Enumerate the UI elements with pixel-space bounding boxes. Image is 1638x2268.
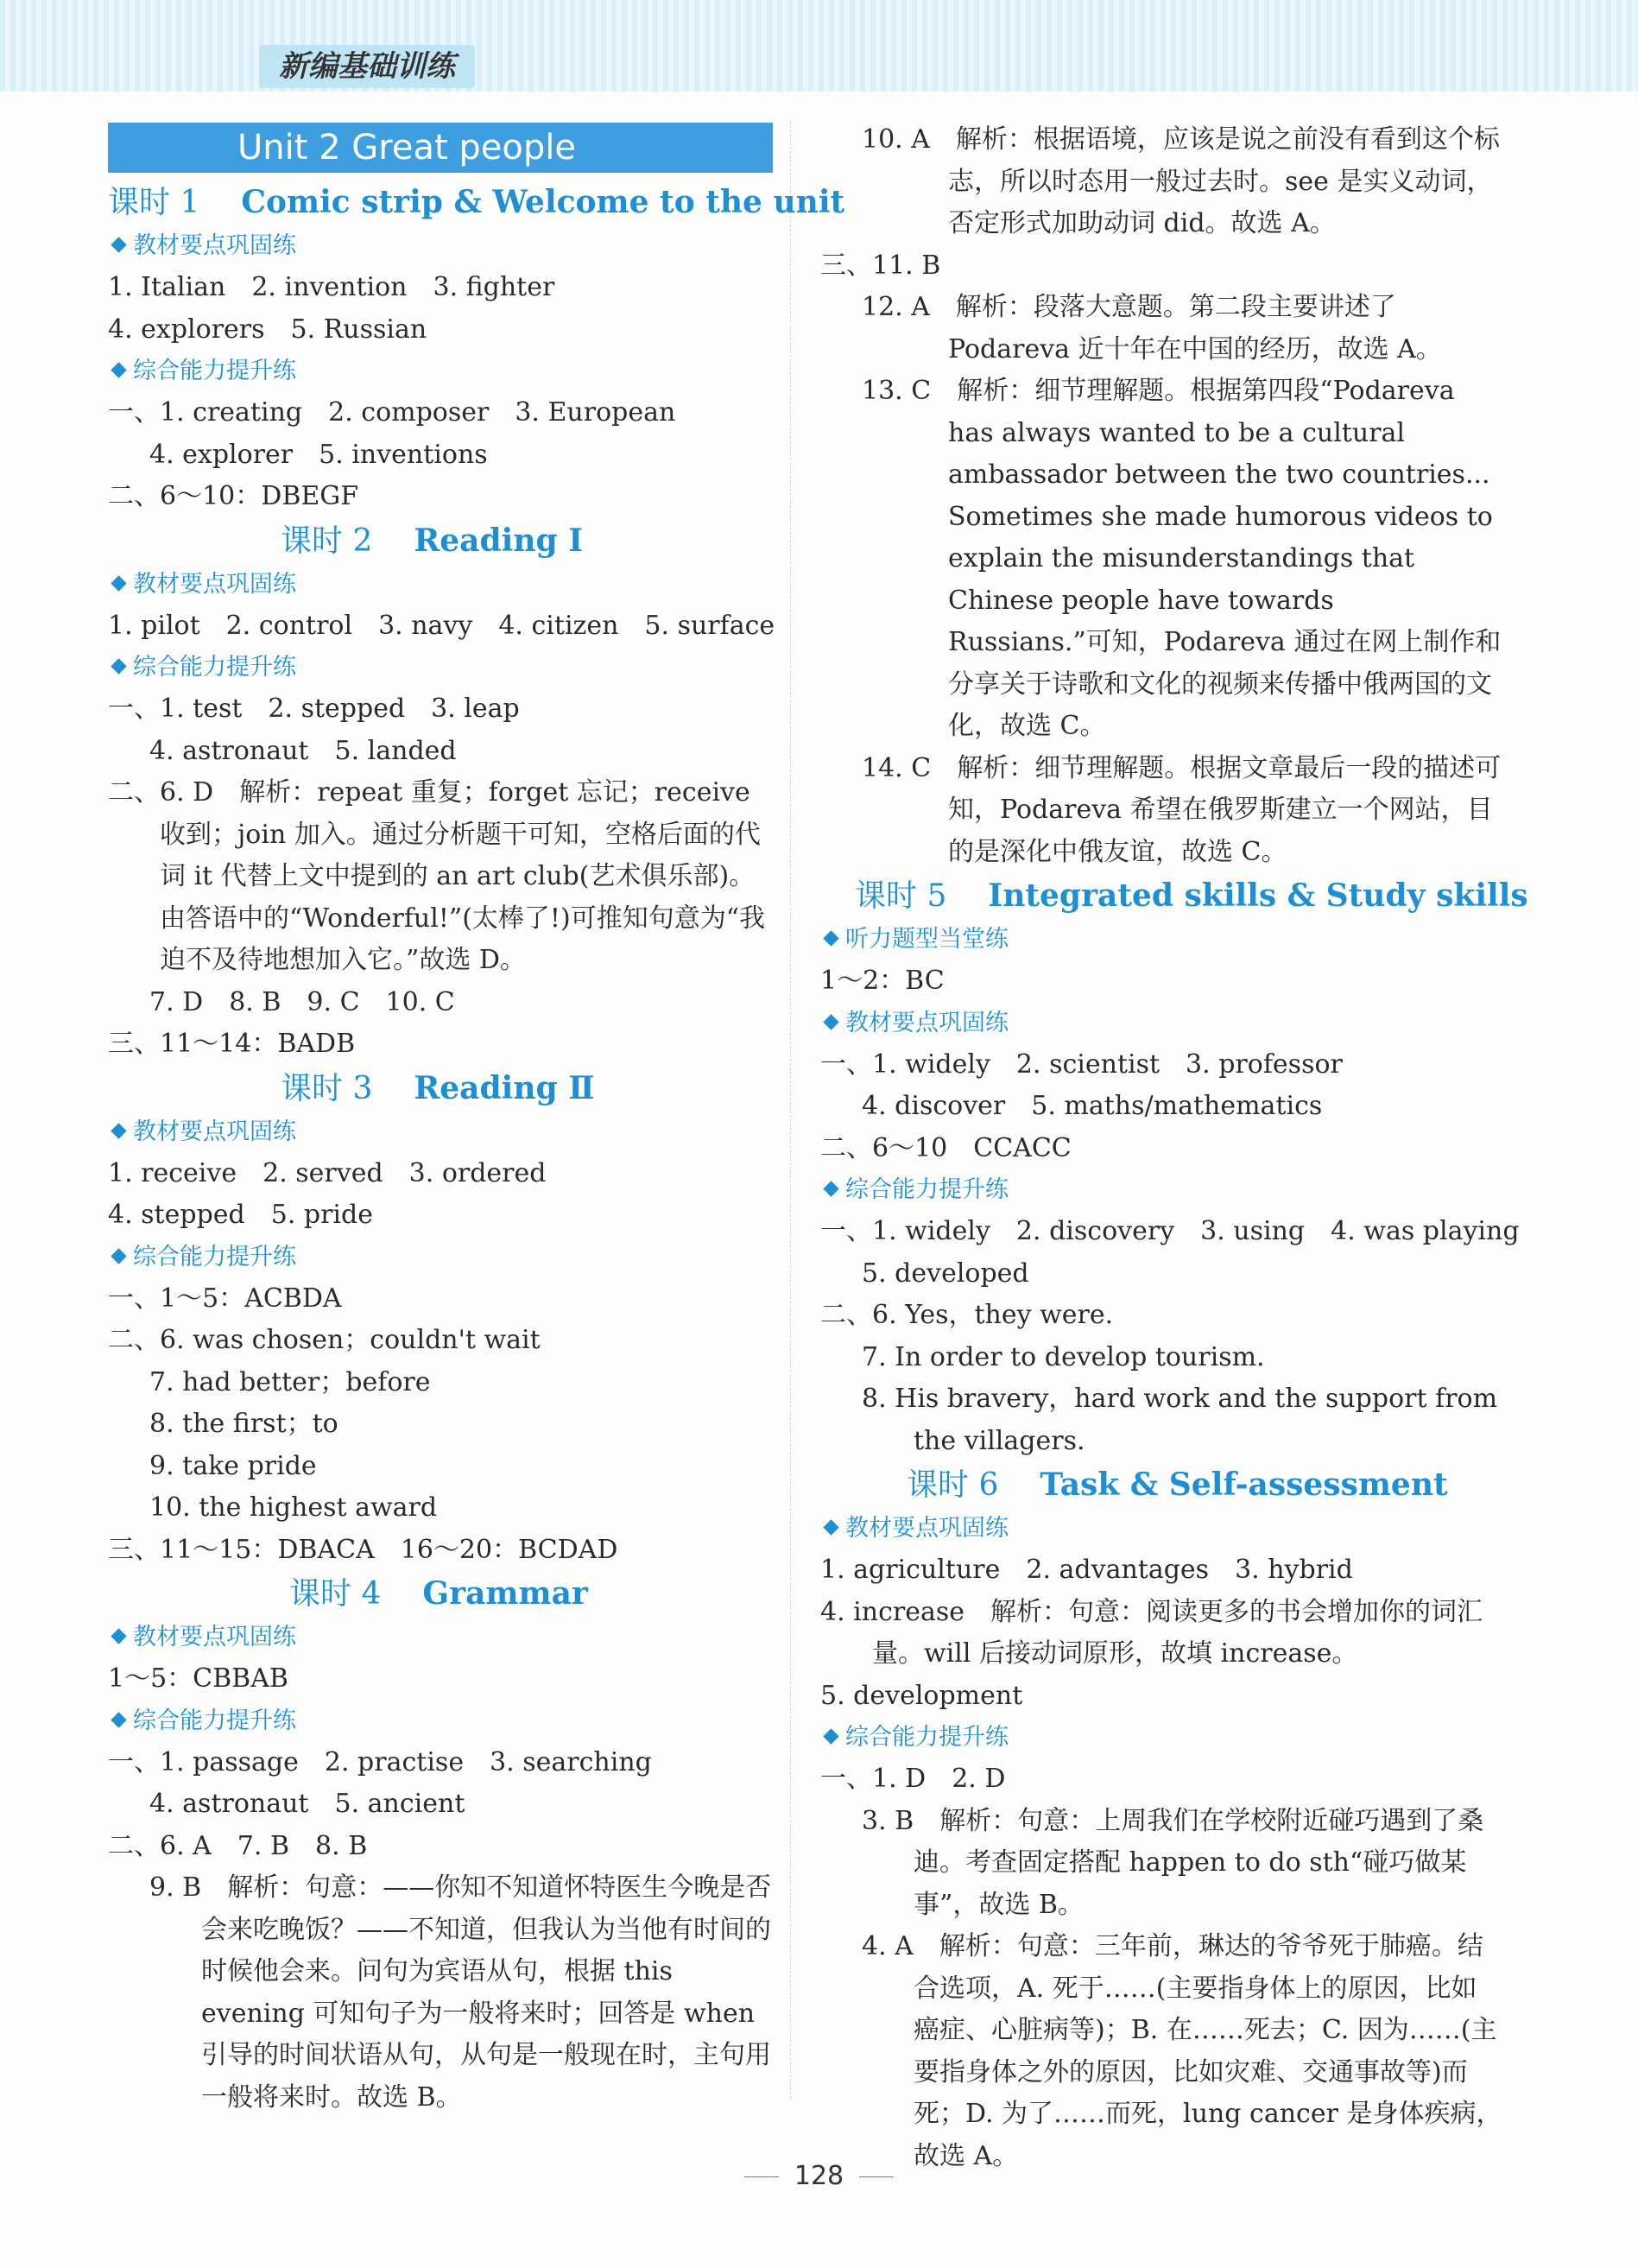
subsection-label: 教材要点巩固练 xyxy=(133,232,296,259)
answer-line: 7. had better；before xyxy=(149,1366,431,1397)
right-column xyxy=(820,119,1528,2177)
answer-line: 7. In order to develop tourism. xyxy=(862,1341,1265,1372)
subsection-heading xyxy=(820,1003,1502,1044)
unit-title: Unit 2 Great people xyxy=(108,123,773,173)
subsection-heading xyxy=(108,1701,773,1742)
answer-line: 5. developed xyxy=(862,1258,1029,1289)
answer-explanation: 9. B 解析：句意：——你知不知道怀特医生今晚是否会来吃晚饭？——不知道，但我认为当他有时间的时候他会来。问句为宾语从句，根据 this evening 可知句子为一般将来时；回答是 when 引导的时间状语从句，从句是一般现在时，主句用一般将来时。故选 B。 xyxy=(149,1872,772,2113)
answer-line: 二、6～10：DBEGF xyxy=(108,481,359,511)
lesson-6-number: 课时 6 xyxy=(907,1467,999,1503)
diamond-icon xyxy=(111,658,126,674)
subsection-label: 综合能力提升练 xyxy=(845,1724,1009,1751)
subsection-label: 教材要点巩固练 xyxy=(133,570,296,598)
answer-explanation: 10. A 解析：根据语境，应该是说之前没有看到这个标志，所以时态用一般过去时。see 是实义动词，否定形式加助动词 did。故选 A。 xyxy=(862,124,1500,238)
diamond-icon xyxy=(111,1248,126,1264)
answer-line: 二、6. A 7. B 8. B xyxy=(108,1830,368,1861)
subsection-label: 综合能力提升练 xyxy=(845,1176,1009,1203)
diamond-icon xyxy=(111,362,126,377)
subsection-heading xyxy=(108,1112,773,1153)
left-column xyxy=(108,119,845,2119)
diamond-icon xyxy=(111,1628,126,1644)
subsection-label: 综合能力提升练 xyxy=(133,358,296,384)
answer-line: 4. discover 5. maths/mathematics xyxy=(862,1091,1323,1121)
answer-line: 一、1. passage 2. practise 3. searching xyxy=(108,1746,652,1777)
answer-line: 4. astronaut 5. landed xyxy=(149,735,457,766)
lesson-5-title: Integrated skills & Study skills xyxy=(988,877,1528,914)
answer-line: 一、1. test 2. stepped 3. leap xyxy=(108,694,520,724)
page-number: 128 xyxy=(0,2161,1638,2191)
diamond-icon xyxy=(111,575,126,591)
subsection-label: 教材要点巩固练 xyxy=(133,1118,296,1145)
lesson-1-number: 课时 1 xyxy=(108,185,200,220)
diamond-icon xyxy=(823,1181,838,1196)
lesson-2-number: 课时 2 xyxy=(281,523,373,559)
answer-line: 一、1. D 2. D xyxy=(820,1764,1006,1794)
lesson-3-title: Reading Ⅱ xyxy=(414,1069,595,1106)
subsection-heading xyxy=(108,225,773,267)
answer-explanation: 14. C 解析：细节理解题。根据文章最后一段的描述可知，Podareva 希望在俄罗斯建立一个网站，目的是深化中俄友谊，故选 C。 xyxy=(862,752,1502,867)
answer-line: 8. His bravery，hard work and the support from the villagers. xyxy=(862,1384,1498,1456)
subsection-label: 听力题型当堂练 xyxy=(845,926,1009,953)
answer-line: 10. the highest award xyxy=(149,1492,438,1523)
answer-line: 三、11～15：DBACA 16～20：BCDAD xyxy=(108,1534,618,1565)
lesson-6-title: Task & Self-assessment xyxy=(1040,1467,1448,1503)
subsection-heading xyxy=(108,1237,773,1278)
answer-explanation: 二、6. D 解析：repeat 重复；forget 忘记；receive 收到；join 加入。通过分析题干可知，空格后面的代词 it 代替上文中提到的 an art club(艺术俱乐部)。由答语中的“Wonderful!”(太棒了!)可推知句意为“我迫不及待地想加入它。”故选 D。 xyxy=(108,777,766,975)
subsection-label: 综合能力提升练 xyxy=(133,1243,296,1270)
subsection-heading xyxy=(820,1169,1502,1211)
answer-line: 1. receive 2. served 3. ordered xyxy=(108,1157,547,1188)
answer-line: 一、1. widely 2. discovery 3. using 4. was playing xyxy=(820,1216,1520,1246)
answer-explanation: 12. A 解析：段落大意题。第二段主要讲述了 Podareva 近十年在中国的经历，故选 A。 xyxy=(862,292,1442,364)
subsection-label: 综合能力提升练 xyxy=(133,654,296,681)
answer-line: 1. Italian 2. invention 3. fighter xyxy=(108,272,555,302)
subsection-heading xyxy=(108,647,773,688)
answer-explanation: 4. increase 解析：句意：阅读更多的书会增加你的词汇量。will 后接动词原形，故填 increase。 xyxy=(820,1596,1483,1669)
lesson-5-heading xyxy=(820,873,1528,919)
subsection-heading xyxy=(108,351,773,392)
answer-line: 1. pilot 2. control 3. navy 4. citizen 5. surface xyxy=(108,610,775,641)
answer-line: 5. development xyxy=(820,1680,1023,1711)
answer-line: 二、6. Yes，they were. xyxy=(820,1300,1114,1330)
answer-line: 4. explorers 5. Russian xyxy=(108,314,427,345)
answer-line: 一、1. creating 2. composer 3. European xyxy=(108,397,676,428)
subsection-label: 教材要点巩固练 xyxy=(133,1624,296,1650)
diamond-icon xyxy=(111,1123,126,1138)
answer-line: 二、6～10 CCACC xyxy=(820,1132,1072,1163)
answer-line: 1～2：BC xyxy=(820,966,945,996)
answer-line: 7. D 8. B 9. C 10. C xyxy=(149,986,455,1017)
answer-line: 1. agriculture 2. advantages 3. hybrid xyxy=(820,1555,1353,1585)
answer-line: 二、6. was chosen；couldn't wait xyxy=(108,1325,541,1355)
lesson-3-number: 课时 3 xyxy=(281,1070,373,1106)
subsection-heading xyxy=(820,1508,1502,1549)
diamond-icon xyxy=(111,1712,126,1727)
lesson-3-heading xyxy=(108,1066,773,1112)
answer-explanation: 4. A 解析：句意：三年前，琳达的爷爷死于肺癌。结合选项，A. 死于……(主要指身体上的原因，比如癌症、心脏病等)；B. 在……死去；C. 因为……(主要指身体之外的原因，比如灾难、交通事故等)而死；D. 为了……而死，lung cancer 是身体疾病，故选 A。 xyxy=(862,1931,1502,2171)
answer-line: 三、11. B xyxy=(820,250,941,281)
lesson-4-number: 课时 4 xyxy=(289,1576,382,1612)
subsection-heading xyxy=(108,564,773,605)
lesson-4-heading xyxy=(108,1571,773,1617)
answer-explanation: 3. B 解析：句意：上周我们在学校附近碰巧遇到了桑迪。考查固定搭配 happen to do sth“碰巧做某事”，故选 B。 xyxy=(862,1805,1484,1920)
diamond-icon xyxy=(823,1519,838,1535)
lesson-6-heading xyxy=(820,1462,1502,1508)
series-title: 新编基础训练 xyxy=(259,45,475,88)
subsection-label: 教材要点巩固练 xyxy=(845,1515,1009,1542)
lesson-2-heading xyxy=(108,518,773,564)
subsection-heading xyxy=(108,1617,773,1658)
answer-line: 4. astronaut 5. ancient xyxy=(149,1789,465,1819)
answer-line: 4. stepped 5. pride xyxy=(108,1200,373,1230)
lesson-4-title: Grammar xyxy=(422,1575,588,1612)
diamond-icon xyxy=(823,1014,838,1029)
answer-line: 一、1～5：ACBDA xyxy=(108,1283,342,1314)
subsection-label: 综合能力提升练 xyxy=(133,1707,296,1734)
column-divider xyxy=(790,121,791,2099)
diamond-icon xyxy=(823,1728,838,1744)
subsection-heading xyxy=(820,919,1502,960)
answer-line: 4. explorer 5. inventions xyxy=(149,439,488,470)
answer-line: 一、1. widely 2. scientist 3. professor xyxy=(820,1048,1343,1080)
answer-line: 8. the first；to xyxy=(149,1409,338,1439)
answer-line: 9. take pride xyxy=(149,1450,317,1481)
subsection-heading xyxy=(820,1717,1502,1758)
answer-line: 三、11～14：BADB xyxy=(108,1029,356,1059)
lesson-1-title: Comic strip & Welcome to the unit xyxy=(241,184,845,220)
top-banner xyxy=(0,0,1638,92)
answer-explanation: 13. C 解析：细节理解题。根据第四段“Podareva has always wanted to be a cultural ambassador between the two countries... Sometimes she made humorous videos to explain the misunderstandings that Chinese people have towards Russians.”可知，Podareva 通过在网上制作和分享关于诗歌和文化的视频来传播中俄两国的文化，故选 C。 xyxy=(862,376,1502,741)
lesson-1-heading xyxy=(108,180,845,225)
subsection-label: 教材要点巩固练 xyxy=(845,1009,1009,1036)
diamond-icon xyxy=(111,237,126,252)
lesson-2-title: Reading Ⅰ xyxy=(414,522,584,559)
lesson-5-number: 课时 5 xyxy=(855,878,947,914)
diamond-icon xyxy=(823,930,838,946)
answer-line: 1～5：CBBAB xyxy=(108,1663,288,1694)
